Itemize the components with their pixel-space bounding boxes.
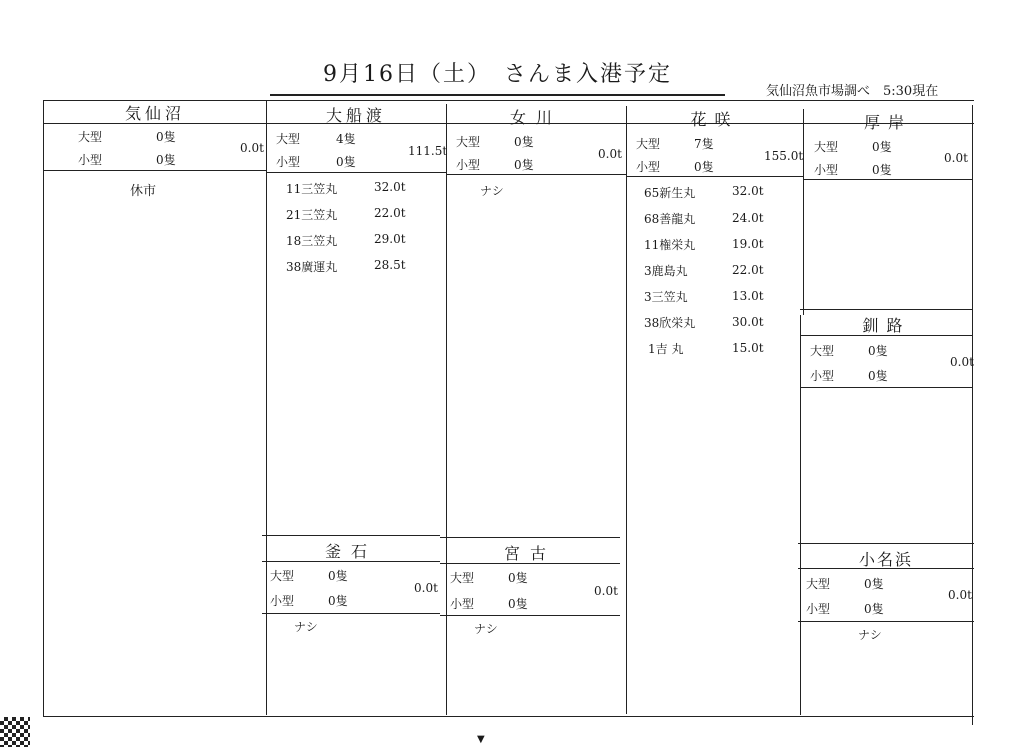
kushiro-large-label: 大型 <box>810 344 835 358</box>
divider-4b <box>800 315 801 715</box>
ship-name: 38廣運丸 <box>286 260 338 274</box>
ship-catch: 32.0t <box>732 184 764 198</box>
kushiro-small-count: 0隻 <box>868 369 888 383</box>
miyako-sub-line <box>440 615 620 616</box>
ship-name: 11三笠丸 <box>286 182 338 196</box>
ship-name: 18三笠丸 <box>286 234 338 248</box>
ship-name: 3三笠丸 <box>644 290 688 304</box>
ship-name: 3鹿島丸 <box>644 264 688 278</box>
divider-3 <box>626 106 627 714</box>
port-name-ofunato: 大船渡 <box>325 106 386 125</box>
down-arrow-icon: ▼ <box>477 734 485 745</box>
miyako-small-label: 小型 <box>450 597 475 611</box>
header-line-sub2 <box>266 172 446 173</box>
ofunato-large-label: 大型 <box>276 132 301 146</box>
port-name-onahama: 小名浜 <box>858 550 913 569</box>
onahama-large-count: 0隻 <box>864 577 884 591</box>
header-line-sub4 <box>626 176 803 177</box>
ship-name: 11権栄丸 <box>644 238 696 252</box>
ofunato-small-label: 小型 <box>276 155 301 169</box>
divider-1 <box>266 101 267 715</box>
port-name-kushiro: 釧路 <box>862 316 911 335</box>
kushiro-total: 0.0t <box>950 355 974 369</box>
onahama-small-label: 小型 <box>806 602 831 616</box>
ship-catch: 24.0t <box>732 211 764 225</box>
header-line-sub <box>44 170 266 171</box>
onahama-sub-line <box>798 621 974 622</box>
akkeshi-large-label: 大型 <box>814 140 839 154</box>
onagawa-note: ナシ <box>480 184 504 198</box>
header-line-sub5 <box>803 179 973 180</box>
page-title: 9月16日（土） さんま入港予定 <box>270 58 725 96</box>
miyako-large-count: 0隻 <box>508 571 528 585</box>
ofunato-large-count: 4隻 <box>336 132 356 146</box>
kesennuma-large-label: 大型 <box>78 130 103 144</box>
onagawa-total: 0.0t <box>598 147 622 161</box>
port-name-miyako: 宮古 <box>503 544 556 563</box>
miyako-large-label: 大型 <box>450 571 475 585</box>
akkeshi-small-count: 0隻 <box>872 163 892 177</box>
ship-catch: 22.0t <box>732 263 764 277</box>
hanasaki-small-label: 小型 <box>636 160 661 174</box>
kushiro-small-label: 小型 <box>810 369 835 383</box>
ship-catch: 30.0t <box>732 315 764 329</box>
hanasaki-total: 155.0t <box>764 149 804 163</box>
onahama-total: 0.0t <box>948 588 972 602</box>
port-name-kesennuma: 気仙沼 <box>124 104 185 123</box>
main-frame <box>43 100 974 717</box>
onagawa-large-label: 大型 <box>456 135 481 149</box>
ship-name: 65新生丸 <box>644 186 696 200</box>
onahama-top-line <box>798 543 974 544</box>
akkeshi-small-label: 小型 <box>814 163 839 177</box>
kamaishi-large-count: 0隻 <box>328 569 348 583</box>
onahama-small-count: 0隻 <box>864 602 884 616</box>
divider-2 <box>446 104 447 715</box>
ship-catch: 32.0t <box>374 180 406 194</box>
onagawa-small-count: 0隻 <box>514 158 534 172</box>
onagawa-large-count: 0隻 <box>514 135 534 149</box>
ship-name: 38欣栄丸 <box>644 316 696 330</box>
miyako-small-count: 0隻 <box>508 597 528 611</box>
kamaishi-small-label: 小型 <box>270 594 295 608</box>
port-name-akkeshi: 厚岸 <box>863 113 912 132</box>
onahama-large-label: 大型 <box>806 577 831 591</box>
hanasaki-small-count: 0隻 <box>694 160 714 174</box>
ship-catch: 22.0t <box>374 206 406 220</box>
ship-catch: 29.0t <box>374 232 406 246</box>
kushiro-sub-line <box>800 387 973 388</box>
ship-catch: 28.5t <box>374 258 406 272</box>
onagawa-small-label: 小型 <box>456 158 481 172</box>
akkeshi-total: 0.0t <box>944 151 968 165</box>
header-line-sub3 <box>446 174 626 175</box>
ship-catch: 15.0t <box>732 341 764 355</box>
divider-4 <box>803 109 804 315</box>
kamaishi-small-count: 0隻 <box>328 594 348 608</box>
akkeshi-large-count: 0隻 <box>872 140 892 154</box>
kamaishi-sub-line <box>262 613 440 614</box>
ship-name: 1吉 丸 <box>648 342 684 356</box>
survey-note: 気仙沼魚市場調べ 5:30現在 <box>766 84 939 99</box>
port-name-onagawa: 女川 <box>509 108 562 127</box>
hanasaki-large-label: 大型 <box>636 137 661 151</box>
miyako-note: ナシ <box>474 622 498 636</box>
hanasaki-large-count: 7隻 <box>694 137 714 151</box>
frame-right-line <box>972 105 973 725</box>
ofunato-total: 111.5t <box>408 144 448 158</box>
ship-name: 68善龍丸 <box>644 212 696 226</box>
miyako-total: 0.0t <box>594 584 618 598</box>
port-name-kamaishi: 釜石 <box>324 542 377 561</box>
kesennuma-large-count: 0隻 <box>156 130 176 144</box>
kushiro-large-count: 0隻 <box>868 344 888 358</box>
ship-catch: 19.0t <box>732 237 764 251</box>
kesennuma-small-label: 小型 <box>78 153 103 167</box>
port-name-hanasaki: 花咲 <box>690 110 739 129</box>
kesennuma-small-count: 0隻 <box>156 153 176 167</box>
kamaishi-top-line <box>262 535 440 536</box>
ship-catch: 13.0t <box>732 289 764 303</box>
miyako-top-line <box>440 537 620 538</box>
onahama-note: ナシ <box>858 628 882 642</box>
kesennuma-note: 休市 <box>130 184 157 199</box>
ofunato-small-count: 0隻 <box>336 155 356 169</box>
kamaishi-note: ナシ <box>294 620 318 634</box>
kesennuma-total: 0.0t <box>240 141 264 155</box>
ship-name: 21三笠丸 <box>286 208 338 222</box>
kamaishi-total: 0.0t <box>414 581 438 595</box>
kushiro-top-line <box>800 309 973 310</box>
kamaishi-large-label: 大型 <box>270 569 295 583</box>
scan-corner-mark <box>0 717 30 747</box>
